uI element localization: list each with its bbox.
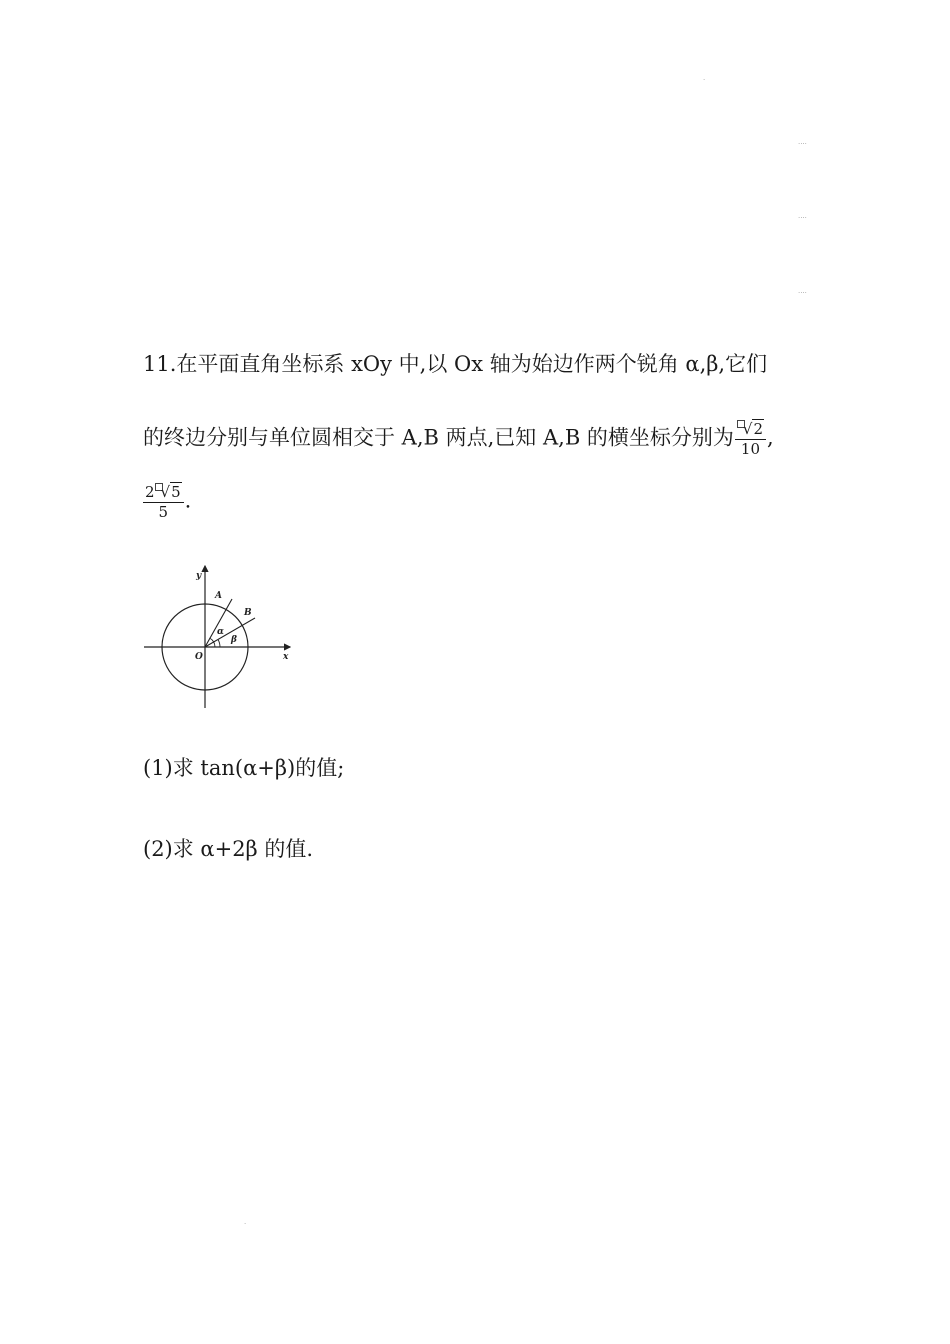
- unit-circle-figure: [142, 562, 294, 712]
- problem-line-1: [143, 350, 767, 378]
- question-text: (1)求 tan(α+β)的值;: [143, 756, 345, 780]
- beta-label: β: [231, 635, 237, 645]
- fraction-2sqrt5-over-5: $\frac{2 √5}{5}$: [143, 483, 184, 521]
- x-axis-label: x: [283, 652, 289, 662]
- radicand: 5: [171, 483, 181, 501]
- margin-mark: ····: [798, 140, 807, 148]
- problem-punct: ,: [767, 425, 774, 450]
- point-b-label: B: [244, 608, 252, 618]
- margin-mark: ····: [798, 214, 807, 222]
- fraction-sqrt2-over-10: $\frac{√2}{10}$: [735, 420, 766, 458]
- question-2: [143, 835, 313, 863]
- coefficient: 2: [145, 483, 155, 501]
- problem-text: 的终边分别与单位圆相交于 A,B 两点,已知 A,B 的横坐标分别为: [143, 425, 734, 450]
- y-axis-label: y: [196, 571, 202, 581]
- angle-beta-arc: [218, 640, 220, 648]
- question-text: (2)求 α+2β 的值.: [143, 837, 314, 861]
- margin-mark: ·: [244, 1220, 247, 1228]
- problem-punct: .: [184, 488, 192, 513]
- problem-line-3: [143, 483, 191, 521]
- alpha-label: α: [217, 627, 224, 637]
- problem-text: 11.在平面直角坐标系 xOy 中,以 Ox 轴为始边作两个锐角 α,β,它们: [143, 352, 768, 376]
- question-1: [143, 754, 344, 782]
- denominator: 10: [740, 440, 761, 458]
- origin-label: O: [195, 652, 203, 662]
- denominator: 5: [158, 503, 169, 521]
- margin-mark: ····: [798, 289, 807, 297]
- point-a-label: A: [215, 591, 222, 601]
- radicand: 2: [753, 420, 764, 438]
- margin-mark: ·: [703, 76, 706, 84]
- problem-line-2: [143, 420, 774, 458]
